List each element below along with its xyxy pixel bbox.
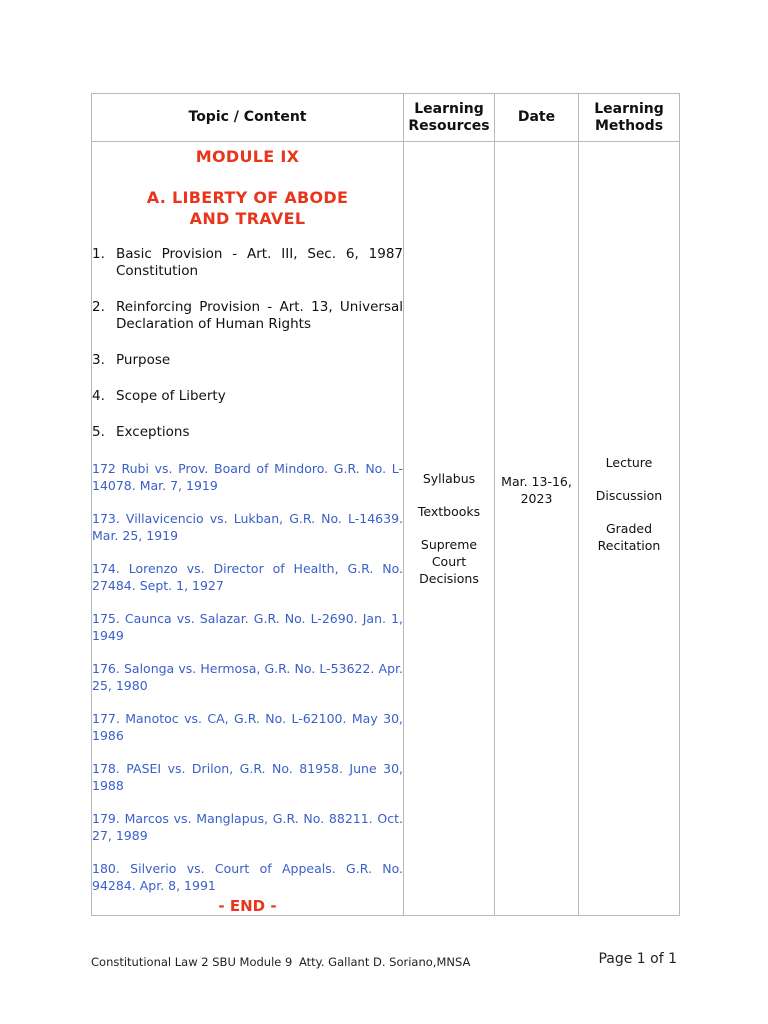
header-resources [404,94,495,142]
topic-cell [92,142,404,916]
point-text: Basic Provision - Art. III, Sec. 6, 1987 Constitution [116,246,403,279]
section-title-line2: AND TRAVEL [189,209,306,228]
footer-page-number: Page 1 of 1 [598,951,677,967]
point-number: 4. [92,388,105,404]
date-line1: Mar. 13-16, [501,473,572,489]
list-item [92,246,403,280]
header-resources-line2: Resources [408,117,490,134]
case-citation: 175. Caunca vs. Salazar. G.R. No. L-2690. Jan. 1, 1949 [92,611,403,643]
case-citation: 173. Villavicencio vs. Lukban, G.R. No. L-14639. Mar. 25, 1919 [92,511,403,543]
header-resources-line1: Learning [414,100,484,117]
footer-author: Atty. Gallant D. Soriano,MNSA [299,955,471,969]
module-title: MODULE IX [195,147,300,166]
resource-item: Supreme [420,537,478,552]
list-item [92,424,403,441]
header-methods [579,94,680,142]
footer-course: Constitutional Law 2 SBU Module 9 [91,955,293,969]
header-topic: Topic / Content [92,94,404,142]
point-number: 3. [92,352,105,368]
syllabus-table [91,93,680,916]
case-citation: 172 Rubi vs. Prov. Board of Mindoro. G.R. No. L-14078. Mar. 7, 1919 [92,461,403,493]
method-item: Recitation [597,537,661,553]
case-citation: 177. Manotoc vs. CA, G.R. No. L-62100. May 30, 1986 [92,711,403,743]
case-citation: 176. Salonga vs. Hermosa, G.R. No. L-53622. Apr. 25, 1980 [92,661,403,693]
resource-item: Decisions [419,571,479,586]
list-item [92,352,403,369]
case-citation: 178. PASEI vs. Drilon, G.R. No. 81958. June 30, 1988 [92,761,403,793]
method-item: Lecture [605,454,653,470]
list-item [92,299,403,333]
case-citation: 174. Lorenzo vs. Director of Health, G.R. No. 27484. Sept. 1, 1927 [92,561,403,593]
table-header-row [92,94,680,142]
method-item: Graded [605,520,653,536]
header-date: Date [495,94,579,142]
end-mark: - END - [218,897,277,915]
point-text: Reinforcing Provision - Art. 13, Universal Declaration of Human Rights [116,299,403,332]
resources-cell [404,142,495,916]
topic-points-list [92,246,403,441]
point-number: 2. [92,299,105,315]
point-number: 5. [92,424,105,440]
date-cell [495,142,579,916]
method-item: Discussion [595,487,663,503]
methods-cell [579,142,680,916]
date-line2: 2023 [520,490,553,506]
list-item [92,388,403,405]
header-methods-line1: Learning [594,100,664,117]
header-methods-line2: Methods [594,117,664,134]
case-citation: 179. Marcos vs. Manglapus, G.R. No. 88211. Oct. 27, 1989 [92,811,403,843]
case-citation: 180. Silverio vs. Court of Appeals. G.R. No. 94284. Apr. 8, 1991 [92,861,403,893]
point-text: Purpose [116,352,171,368]
resource-item: Textbooks [417,504,481,519]
section-title-line1: A. LIBERTY OF ABODE [146,188,349,207]
point-text: Scope of Liberty [116,388,226,404]
resource-item: Syllabus [422,471,476,486]
point-text: Exceptions [116,424,190,440]
section-title [92,187,403,229]
point-number: 1. [92,246,105,262]
resource-item: Court [431,554,467,569]
table-body-row [92,142,680,916]
case-list [92,460,403,894]
